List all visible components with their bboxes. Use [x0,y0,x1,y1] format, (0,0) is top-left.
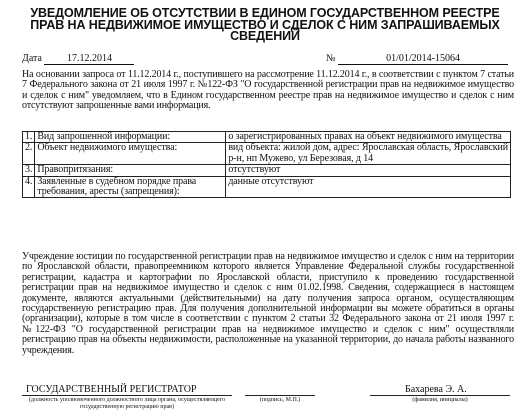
name-line [370,395,510,396]
row-number: 3. [23,165,35,176]
row-label: Вид запрошенной информации: [35,132,226,143]
document-title: УВЕДОМЛЕНИЕ ОБ ОТСУТСТВИИ В ЕДИНОМ ГОСУДАРСТВЕННОМ РЕЕСТРЕ ПРАВ НА НЕДВИЖИМОЕ ИМУЩЕСТВО И СДЕЛОК С НИМ ЗАПРАШИВАЕМЫХ СВЕДЕНИЙ [30,6,500,43]
date-label: Дата [22,53,42,64]
signature-caption: (подпись, М.П.) [259,397,301,403]
position-line [22,395,232,396]
row-label: Объект недвижимого имущества: [35,143,226,165]
row-number: 2. [23,143,35,165]
table-row [23,132,511,143]
table-row [23,176,511,198]
row-value: вид объекта: жилой дом, адрес: Ярославская область, Ярославский р-н, нп Мужево, ул Березовая, д 14 [226,143,511,165]
row-value: отсутствуют [226,165,511,176]
date-field [22,53,134,65]
row-value: данные отсутствуют [226,176,511,198]
number-field [326,53,508,65]
table-row [23,143,511,165]
row-number: 1. [23,132,35,143]
registrar-position: ГОСУДАРСТВЕННЫЙ РЕГИСТРАТОР [26,384,197,395]
info-table [22,131,511,198]
row-label: Правопритязания: [35,165,226,176]
row-value: о зарегистрированных правах на объект недвижимого имущества [226,132,511,143]
intro-paragraph: На основании запроса от 11.12.2014 г., поступившего на рассмотрение 11.12.2014 г., в соответствии с пунктом 7 статьи 7 Федерального закона от 21 июля 1997 г. №122-ФЗ "О государственной регистрации прав на недвижимое имущество и сделок с ним" уведомляем, что в Едином государственном реестре прав на недвижимое имущество и сделок с ним отсутствуют запрошенные вами информация. [22,69,514,112]
name-caption: (фамилия, инициалы) [412,397,468,403]
row-label: Заявленные в судебном порядке права требования, аресты (запрещения): [35,176,226,198]
registrar-name: Бахарева Э. А. [405,384,467,395]
date-value: 17.12.2014 [44,54,134,65]
number-value: 01/01/2014-15064 [338,54,508,65]
number-label: № [326,53,336,64]
closing-paragraph: Учреждение юстиции по государственной регистрации прав на недвижимое имущество и сделок с ним на территории по Ярославской области, правопреемником которого является Управление Федеральной службы государственной регистрации, кадастра и картографии по Ярославской области, приступило к проведению государственной регистрации прав на недвижимое имущество и сделок с ним 01.02.1998. Сведения, содержащиеся в настоящем документе, являются актуальными (действительными) на дату получения запроса органом, осуществляющим государственную регистрацию прав. Для получения дополнительной информации вы можете обратиться в органы (организации), которые в том числе в соответствии с пунктом 2 статьи 32 Федерального закона от 21 июля 1997 г. №122-ФЗ "О государственной регистрации прав на недвижимое имущество и сделок с ним" осуществляли регистрацию прав на объекты недвижимости, расположенные на указанной территории, до начала работы названного учреждения. [22,251,514,356]
row-number: 4. [23,176,35,198]
position-caption: (должность уполномоченного должностного лица органа, осуществляющего государственную регистрацию прав) [28,397,226,410]
table-row [23,165,511,176]
signature-line [245,395,315,396]
